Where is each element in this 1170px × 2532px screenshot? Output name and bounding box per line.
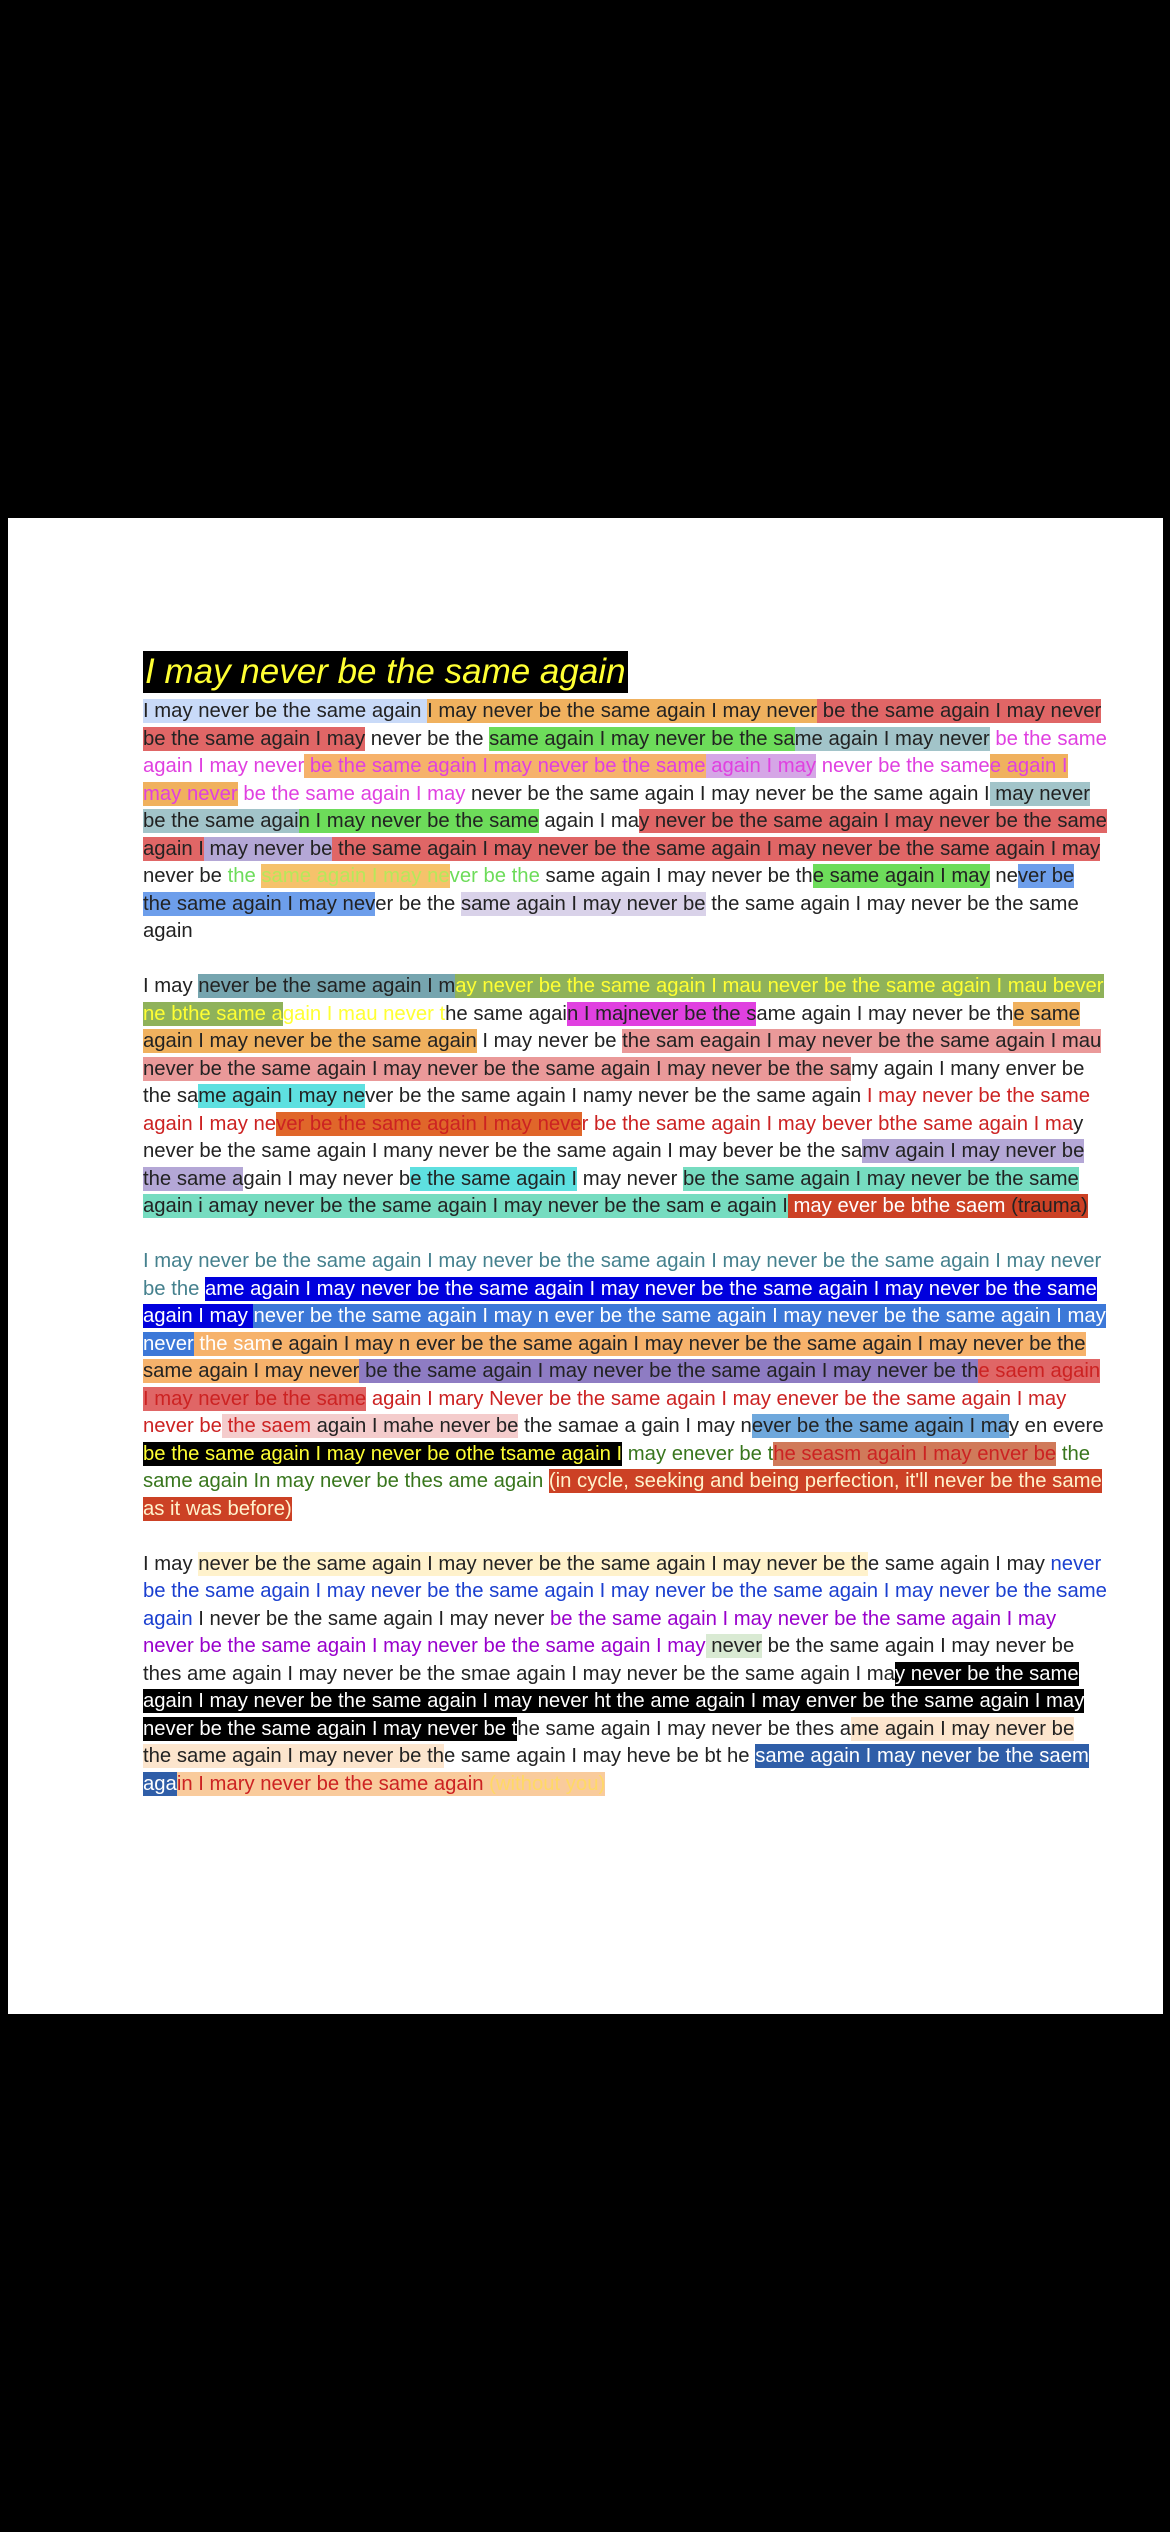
paragraph-3 [143, 1248, 1108, 1523]
text-segment: me again I may ne [198, 1085, 366, 1107]
text-segment: be the same again I may never be the same again I may never be the same again I m [143, 1607, 1057, 1657]
text-segment: e same again I may never be the same again [143, 1002, 1080, 1052]
text-segment: never be the same again I may never be the same again I [465, 782, 990, 805]
paragraphs-container [143, 698, 1108, 1798]
text-segment: he seasm again I may enver be [773, 1442, 1057, 1465]
text-segment: he same agai [445, 1002, 567, 1025]
text-segment: be the same again I may never be the same again i amay never be the same again I may never be the sam e again I [143, 1167, 1079, 1217]
text-segment: I may never be the same again I may ne [143, 1085, 1091, 1135]
text-segment: the saem [221, 1415, 311, 1437]
text-segment: be the same again I may never [143, 727, 1107, 777]
text-segment: same again I may never be the saem aga [143, 1745, 1089, 1795]
text-segment: y en evere [1008, 1415, 1104, 1437]
document-content [143, 651, 1108, 1826]
text-segment: never be the same again I may n ever be the same again I may never be the same again I may never [143, 1305, 1106, 1355]
text-segment: y never be the same again I many never be the same again I may bever be the sa [143, 1112, 1084, 1162]
text-segment: e same again I may [867, 1552, 1051, 1575]
text-segment: gain I mau never t [282, 1002, 446, 1025]
text-segment: may enever be t [622, 1442, 774, 1465]
text-segment: I may never be the same again I may never [427, 700, 818, 722]
text-segment: ame again I may never be th [756, 1002, 1014, 1025]
text-segment: (without you) [483, 1772, 606, 1795]
text-segment: again I mahe never be [311, 1415, 519, 1437]
text-segment: the samae a gain I may n [518, 1415, 752, 1437]
text-segment: ver be the same again I namy never be the same again [365, 1085, 867, 1107]
text-segment: may ever be bthe saem [787, 1195, 1006, 1217]
text-segment: the sam [193, 1332, 272, 1355]
text-segment: I may [143, 1552, 199, 1575]
text-segment: ver be the same again I may nev [143, 865, 1075, 915]
text-segment: be the same again I may never be the same [304, 755, 706, 777]
text-segment: ay never be the same again I mau never be the same again I mau bever ne bthe same a [143, 975, 1104, 1025]
text-segment: the same again I may never be the same again [143, 892, 1079, 942]
text-segment: never be the [365, 727, 490, 750]
text-segment: never be the same again I may never be the same again I may never be the same again I may never be the same again [143, 1552, 1107, 1630]
text-segment: again I mary Never be the same again I may enever be the same again I may never be [143, 1387, 1067, 1437]
text-segment: may never [577, 1167, 684, 1190]
document-page [8, 518, 1163, 2014]
text-segment: same again I may never be [460, 892, 706, 915]
text-segment: the sam eagain I may never be the same again I mau never be the same again I may never be the same again I may never be the sa [143, 1030, 1102, 1080]
text-segment: e again I may never [143, 755, 1068, 805]
text-segment: e same again I may heve be bt he [444, 1745, 756, 1767]
text-segment: (in cycle, seeking and being perfection, it'll never be the same as it was before) [143, 1470, 1102, 1520]
text-segment: me again I may never be the same again I may never be th [143, 1717, 1075, 1767]
paragraph-4 [143, 1551, 1108, 1799]
text-segment: e same again I may [812, 865, 990, 887]
paragraph-2 [143, 973, 1108, 1221]
text-segment: the same again I may never be the same again I may never be the same again I may [332, 837, 1101, 860]
text-segment: ver be the [449, 865, 546, 887]
text-segment: never be the same again I m [198, 975, 456, 997]
text-segment: ay never be the same again I may [400, 1635, 706, 1657]
document-title: I may never be the same again [145, 652, 626, 691]
text-segment: I may never be the same again I may never be the same again I may never be the same again I may never be the [143, 1250, 1102, 1300]
text-segment: be the same again I may never be the same again I may never be th [359, 1360, 979, 1382]
text-segment: me again I may never [794, 727, 990, 750]
text-segment: never be the same [816, 755, 990, 777]
text-segment: never [705, 1635, 762, 1657]
text-segment: e the same again I [410, 1167, 578, 1190]
text-segment: I may [143, 975, 199, 997]
text-segment: in I mary never be the same again [176, 1772, 484, 1795]
text-segment: I may never be [476, 1030, 623, 1052]
text-segment: same again I may never be th [545, 865, 813, 887]
text-segment: same again I may ne [261, 865, 450, 887]
text-segment: be the same again I may never be othe tsame again I [143, 1442, 623, 1465]
text-segment: e again I may n ever be the same again I may never be the same again I may never be the same again I may never [143, 1332, 1086, 1382]
text-segment: may never be [203, 837, 333, 860]
text-segment: never be [143, 865, 228, 887]
text-segment: the [227, 865, 262, 887]
paragraph-1 [143, 698, 1108, 946]
text-segment: again I ma [538, 810, 640, 832]
text-segment: gain I may never b [243, 1167, 411, 1190]
text-segment: n I may never be the same [298, 810, 539, 832]
text-segment: r be the same again I may bever bthe same again I ma [581, 1112, 1074, 1135]
text-segment: (trauma) [1005, 1195, 1088, 1217]
text-segment: be the same again I may never be thes ame again I may never be the smae again I may never be the same again I ma [143, 1635, 1075, 1685]
text-segment: he same again I may never be thes a [517, 1717, 852, 1740]
text-segment: again I may [705, 755, 817, 777]
text-segment: n I majnever be the s [566, 1002, 757, 1025]
text-segment: never be the same again I may never be the same again I may never be th [198, 1552, 868, 1575]
text-segment: may never be the same agai [143, 782, 1090, 832]
text-segment: same again I may never be the sa [489, 727, 795, 750]
text-segment: ever be the same again I ma [751, 1415, 1009, 1437]
text-segment: er be the [375, 892, 461, 915]
text-segment: the same again In may never be thes ame again [143, 1442, 1091, 1492]
text-segment: my again I many enver be the sa [143, 1057, 1085, 1107]
text-segment: mv again I may never be the same a [143, 1140, 1085, 1190]
text-segment: I may never be the same again [143, 700, 428, 722]
text-segment: ver be the same again I may neve [276, 1112, 582, 1135]
text-segment: ne [989, 865, 1018, 887]
text-segment: e saem again I may never be the same [143, 1360, 1101, 1410]
text-segment: I never be the same again I may never [192, 1607, 550, 1630]
text-segment: y never be the same again I may never be the same again I may never ht the ame again I may enver be the same again I may never be the same again I may never be t [143, 1662, 1085, 1740]
text-segment: be the same again I may never be the same again I may [143, 700, 1102, 750]
text-segment: ame again I may never be the same again I may never be the same again I may never be the same again I may [143, 1277, 1097, 1327]
text-segment: y never be the same again I may never be the same again I [143, 810, 1107, 860]
text-segment: be the same again I may [237, 782, 466, 805]
